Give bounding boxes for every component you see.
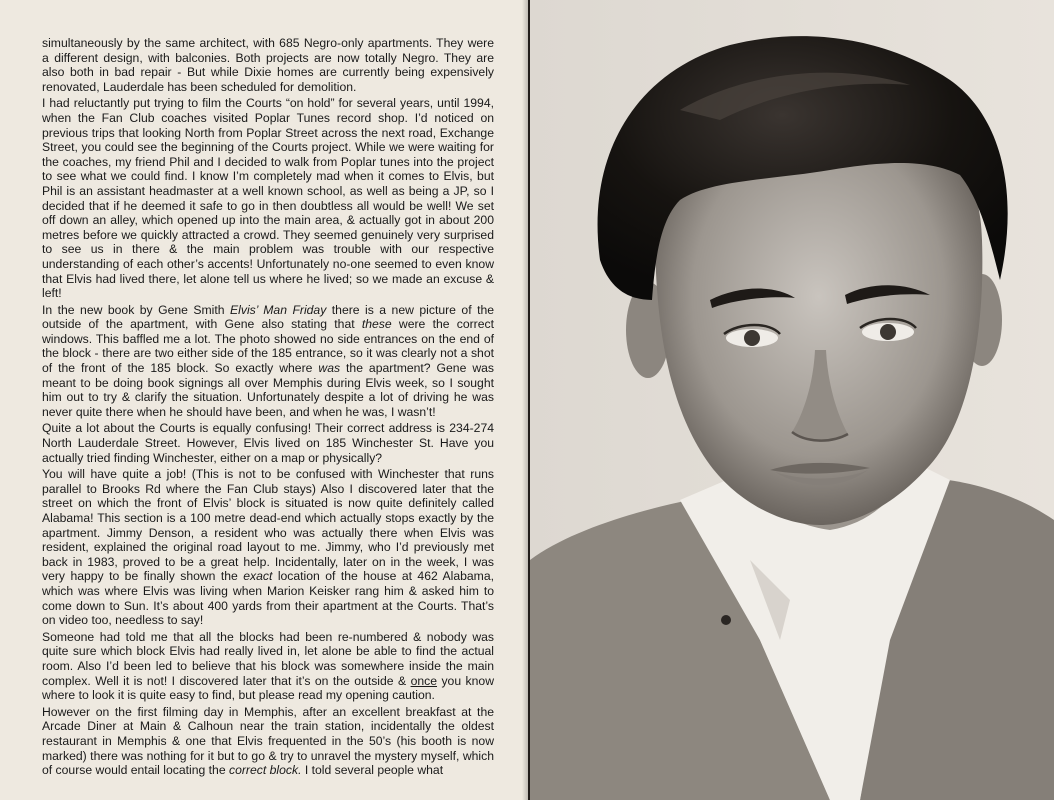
- text-run: were the correct windows. This baffled me a lot. The photo showed no side entrances on the end of the block - there are two either side of the 185 entrance, so it was clearly not a shot of the front of the 185 block. So exactly where: [42, 317, 494, 376]
- left-iris: [744, 330, 760, 346]
- text-run: However on the first filming day in Memphis, after an excellent breakfast at the Arcade Diner at Main & Calhoun near the train station, incidentally the oldest restaurant in Memphis & one that Elvis frequented in the 50’s (his booth is now marked) there was nothing for it but to go & try to unravel the mystery myself, which of course would entail locating the: [42, 704, 494, 778]
- text-run: there is a new picture of the outside of the apartment, with Gene also stating that: [42, 302, 495, 332]
- text-run: I had reluctantly put trying to film the Courts “on hold” for several years, until 1994, when the Fan Club coaches visited Poplar Tunes record shop. I’d noticed on previous trips that looking North from Poplar Street across the next road, Exchange Street, you could see the beginning of the Courts project. While we were waiting for the coaches, my friend Phil and I decided to walk from Poplar tunes into the project to see what we could find. I know I’m completely mad when it comes to Elvis, but Phil is an assistant headmaster at a well known school, as well as being a JP, so I decided that if he deemed it safe to go in then doubtless all would be well! We set off down an alley, which opened up into the main area, & actually got in about 200 metres before we quickly attracted a crowd. They seemed genuinely very surprised to see us in there & the main problem was trouble with our respective understanding of each other’s accents! Unfortunately no-one seemed to even know that Elvis had lived there, let alone tell us where he lived; so we made an excuse & left!: [42, 96, 494, 301]
- right-page: [530, 0, 1054, 800]
- text-run: the apartment? Gene was meant to be doing book signings all over Memphis during Elvis week, so I sought him out to try & clarify the situation. Unfortunately despite a lot of driving he was never quite there when he should have been, and when he was, I wasn’t!: [42, 361, 494, 419]
- article-paragraph: [42, 36, 494, 94]
- text-run: you know where to look it is quite easy to find, but please read my opening caution.: [42, 673, 494, 703]
- text-run: I told several people what: [301, 763, 444, 778]
- text-run: exact: [243, 569, 273, 584]
- shirt-button: [721, 615, 731, 625]
- text-run: correct block.: [229, 763, 302, 778]
- text-run: Someone had told me that all the blocks had been re-numbered & nobody was quite sure which block Elvis had really lived in, let alone be able to find the actual room. Also I’d been led to believe that his block was somewhere inside the main complex. Well it is not! I discovered later that it’s on the outside &: [42, 629, 494, 688]
- right-iris: [880, 324, 896, 340]
- article-paragraph: [42, 303, 494, 420]
- text-run: Elvis’ Man Friday: [230, 302, 327, 317]
- text-run: was: [318, 361, 341, 376]
- article-paragraph: [42, 467, 494, 628]
- article-body: [42, 36, 494, 778]
- article-paragraph: [42, 421, 494, 465]
- text-run: In the new book by Gene Smith: [42, 302, 231, 317]
- text-run: location of the house at 462 Alabama, which was where Elvis was living when Marion Keisker rang him & asked him to come down to Sun. It’s about 400 yards from their apartment at the Courts. That’s on video too, needless to say!: [42, 569, 494, 628]
- text-run: simultaneously by the same architect, with 685 Negro-only apartments. They were a different design, with balconies. Both projects are now totally Negro. They are also both in bad repair - But while Dixie homes are currently being expensively renovated, Lauderdale has been scheduled for demolition.: [42, 36, 494, 94]
- article-paragraph: [42, 96, 494, 300]
- portrait-photo-icon: [530, 0, 1054, 800]
- text-run: Quite a lot about the Courts is equally confusing! Their correct address is 234-274 North Lauderdale Street. However, Elvis lived on 185 Winchester St. Have you actually tried finding Winchester, either on a map or physically?: [42, 421, 494, 465]
- text-run: once: [410, 673, 438, 688]
- article-paragraph: [42, 705, 494, 778]
- article-paragraph: [42, 630, 494, 703]
- text-run: these: [361, 317, 392, 332]
- text-run: You will have quite a job! (This is not to be confused with Winchester that runs parallel to Brooks Rd where the Fan Club stays) Also I discovered later that the street on which the front of Elvis’ block is situated is now quite definitely called Alabama! This section is a 100 metre dead-end which actually stops exactly by the apartment. Jimmy Denson, a resident who was actually there when Elvis was resident, explained the original road layout to me. Jimmy, who I’d previously met back in 1983, proved to be a great help. Incidentally, later on in the week, I was very happy to be finally shown the: [42, 467, 494, 584]
